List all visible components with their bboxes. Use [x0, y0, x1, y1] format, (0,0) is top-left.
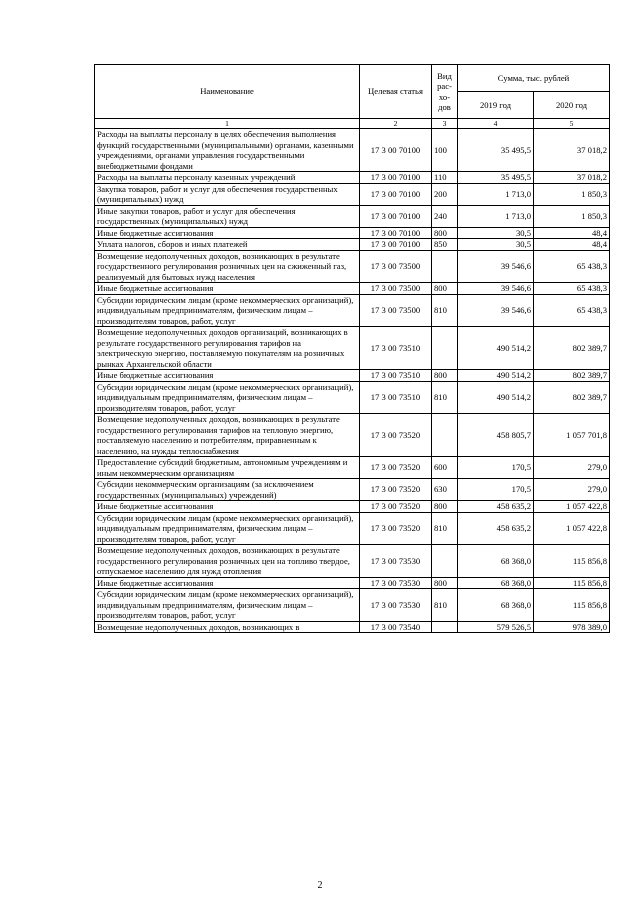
row-name-cell: Субсидии юридическим лицам (кроме некоммерческих организаций), индивидуальным предпринимателям, физическим лицам – производителям товаров, работ, услуг: [95, 589, 360, 622]
header-name: Наименование: [95, 65, 360, 119]
column-number: 3: [432, 119, 458, 129]
table-row: [95, 414, 610, 457]
row-kind-cell: 200: [432, 183, 458, 205]
row-sum-2019-cell: 458 635,2: [458, 501, 534, 513]
row-name-cell: Субсидии юридическим лицам (кроме некоммерческих организаций), индивидуальным предпринимателям, физическим лицам – производителям товаров, работ, услуг: [95, 512, 360, 545]
row-sum-2020-cell: 37 018,2: [534, 129, 610, 172]
table-row: [95, 250, 610, 283]
row-name-cell: Возмещение недополученных доходов, возникающих в результате государственного регулирования розничных цен на топливо твердое, отпускаемое населению для нужд отопления: [95, 545, 360, 578]
row-name-cell: Субсидии некоммерческим организациям (за исключением государственных (муниципальных) учреждений): [95, 479, 360, 501]
row-sum-2019-cell: 170,5: [458, 479, 534, 501]
row-sum-2019-cell: 68 368,0: [458, 577, 534, 589]
row-sum-2020-cell: 978 389,0: [534, 621, 610, 633]
row-kind-cell: 800: [432, 501, 458, 513]
row-name-cell: Иные закупки товаров, работ и услуг для обеспечения государственных (муниципальных) нужд: [95, 205, 360, 227]
row-name-cell: Возмещение недополученных доходов, возникающих в результате государственного регулирования тарифов на тепловую энергию, поставляемую населению и потребителям, приравненным к населению, на нужды теплоснабжения: [95, 414, 360, 457]
row-name-cell: Возмещение недополученных доходов, возникающих в результате государственного регулирования розничных цен на сжиженный газ, реализуемый для бытовых нужд населения: [95, 250, 360, 283]
row-name-cell: Предоставление субсидий бюджетным, автономным учреждениям и иным некоммерческим организациям: [95, 457, 360, 479]
row-sum-2020-cell: 1 057 701,8: [534, 414, 610, 457]
row-kind-cell: 810: [432, 512, 458, 545]
table-row: [95, 501, 610, 513]
row-sum-2020-cell: 48,4: [534, 227, 610, 239]
row-sum-2019-cell: 490 514,2: [458, 381, 534, 414]
row-sum-2020-cell: 1 850,3: [534, 183, 610, 205]
row-sum-2020-cell: 1 850,3: [534, 205, 610, 227]
row-name-cell: Иные бюджетные ассигнования: [95, 370, 360, 382]
row-sum-2019-cell: 39 546,6: [458, 294, 534, 327]
column-number: 2: [360, 119, 432, 129]
table-row: [95, 183, 610, 205]
row-sum-2020-cell: 1 057 422,8: [534, 501, 610, 513]
row-name-cell: Иные бюджетные ассигнования: [95, 283, 360, 295]
row-target-cell: 17 3 00 70100: [360, 205, 432, 227]
row-target-cell: 17 3 00 73530: [360, 577, 432, 589]
table-row: [95, 621, 610, 633]
row-target-cell: 17 3 00 73520: [360, 479, 432, 501]
table-row: [95, 227, 610, 239]
row-kind-cell: 810: [432, 294, 458, 327]
row-target-cell: 17 3 00 73500: [360, 294, 432, 327]
row-name-cell: Возмещение недополученных доходов, возникающих в: [95, 621, 360, 633]
row-sum-2020-cell: 802 389,7: [534, 381, 610, 414]
row-target-cell: 17 3 00 73510: [360, 381, 432, 414]
row-name-cell: Возмещение недополученных доходов организаций, возникающих в результате государственного регулирования тарифов на электрическую энергию, поставляемую покупателям на розничных рынках Архангельской области: [95, 327, 360, 370]
row-sum-2020-cell: 65 438,3: [534, 250, 610, 283]
row-name-cell: Иные бюджетные ассигнования: [95, 227, 360, 239]
row-sum-2019-cell: 490 514,2: [458, 370, 534, 382]
row-kind-cell: [432, 621, 458, 633]
row-target-cell: 17 3 00 73500: [360, 283, 432, 295]
row-target-cell: 17 3 00 73510: [360, 370, 432, 382]
row-target-cell: 17 3 00 70100: [360, 239, 432, 251]
row-sum-2020-cell: 802 389,7: [534, 327, 610, 370]
table-row: [95, 479, 610, 501]
header-target: Целевая статья: [360, 65, 432, 119]
page-number: 2: [317, 880, 323, 891]
row-sum-2020-cell: 279,0: [534, 457, 610, 479]
table-row: [95, 283, 610, 295]
row-kind-cell: 100: [432, 129, 458, 172]
row-name-cell: Закупка товаров, работ и услуг для обеспечения государственных (муниципальных) нужд: [95, 183, 360, 205]
row-sum-2019-cell: 30,5: [458, 227, 534, 239]
column-number: 4: [458, 119, 534, 129]
row-target-cell: 17 3 00 73510: [360, 327, 432, 370]
budget-table: [94, 64, 610, 633]
row-kind-cell: [432, 545, 458, 578]
row-kind-cell: 800: [432, 227, 458, 239]
header-row: [95, 65, 610, 92]
header-year-2020: 2020 год: [534, 92, 610, 119]
row-sum-2019-cell: 458 635,2: [458, 512, 534, 545]
table-row: [95, 577, 610, 589]
row-kind-cell: 630: [432, 479, 458, 501]
header-kind: Вид рас-хо-дов: [432, 65, 458, 119]
table-row: [95, 129, 610, 172]
row-name-cell: Иные бюджетные ассигнования: [95, 501, 360, 513]
row-target-cell: 17 3 00 73520: [360, 501, 432, 513]
row-sum-2019-cell: 1 713,0: [458, 183, 534, 205]
table-row: [95, 381, 610, 414]
row-sum-2019-cell: 458 805,7: [458, 414, 534, 457]
row-target-cell: 17 3 00 73520: [360, 512, 432, 545]
row-sum-2019-cell: 1 713,0: [458, 205, 534, 227]
row-name-cell: Субсидии юридическим лицам (кроме некоммерческих организаций), индивидуальным предпринимателям, физическим лицам – производителям товаров, работ, услуг: [95, 294, 360, 327]
row-sum-2020-cell: 65 438,3: [534, 294, 610, 327]
row-sum-2019-cell: 30,5: [458, 239, 534, 251]
row-sum-2020-cell: 115 856,8: [534, 545, 610, 578]
row-target-cell: 17 3 00 70100: [360, 172, 432, 184]
row-sum-2019-cell: 68 368,0: [458, 589, 534, 622]
row-target-cell: 17 3 00 70100: [360, 227, 432, 239]
row-sum-2019-cell: 39 546,6: [458, 250, 534, 283]
header-sum: Сумма, тыс. рублей: [458, 65, 610, 92]
column-number: 1: [95, 119, 360, 129]
row-target-cell: 17 3 00 73520: [360, 457, 432, 479]
row-target-cell: 17 3 00 73530: [360, 545, 432, 578]
row-target-cell: 17 3 00 73500: [360, 250, 432, 283]
row-sum-2020-cell: 115 856,8: [534, 577, 610, 589]
column-numbers-row: [95, 119, 610, 129]
table-row: [95, 239, 610, 251]
row-target-cell: 17 3 00 70100: [360, 183, 432, 205]
row-sum-2019-cell: 35 495,5: [458, 129, 534, 172]
row-sum-2020-cell: 115 856,8: [534, 589, 610, 622]
row-sum-2019-cell: 35 495,5: [458, 172, 534, 184]
row-kind-cell: [432, 250, 458, 283]
row-name-cell: Уплата налогов, сборов и иных платежей: [95, 239, 360, 251]
row-name-cell: Иные бюджетные ассигнования: [95, 577, 360, 589]
row-sum-2019-cell: 490 514,2: [458, 327, 534, 370]
row-sum-2019-cell: 39 546,6: [458, 283, 534, 295]
row-sum-2019-cell: 579 526,5: [458, 621, 534, 633]
table-row: [95, 172, 610, 184]
table-row: [95, 589, 610, 622]
table-row: [95, 294, 610, 327]
row-kind-cell: 810: [432, 381, 458, 414]
row-target-cell: 17 3 00 73540: [360, 621, 432, 633]
column-number: 5: [534, 119, 610, 129]
row-kind-cell: 850: [432, 239, 458, 251]
table-row: [95, 512, 610, 545]
row-name-cell: Расходы на выплаты персоналу казенных учреждений: [95, 172, 360, 184]
row-kind-cell: 800: [432, 283, 458, 295]
row-sum-2020-cell: 37 018,2: [534, 172, 610, 184]
row-kind-cell: 110: [432, 172, 458, 184]
row-sum-2020-cell: 279,0: [534, 479, 610, 501]
row-sum-2020-cell: 65 438,3: [534, 283, 610, 295]
row-kind-cell: [432, 414, 458, 457]
row-sum-2019-cell: 68 368,0: [458, 545, 534, 578]
row-kind-cell: 800: [432, 370, 458, 382]
row-sum-2020-cell: 802 389,7: [534, 370, 610, 382]
row-name-cell: Субсидии юридическим лицам (кроме некоммерческих организаций), индивидуальным предпринимателям, физическим лицам – производителям товаров, работ, услуг: [95, 381, 360, 414]
row-target-cell: 17 3 00 70100: [360, 129, 432, 172]
table-row: [95, 327, 610, 370]
row-kind-cell: [432, 327, 458, 370]
row-kind-cell: 240: [432, 205, 458, 227]
row-target-cell: 17 3 00 73520: [360, 414, 432, 457]
table-row: [95, 545, 610, 578]
table-row: [95, 457, 610, 479]
header-year-2019: 2019 год: [458, 92, 534, 119]
row-kind-cell: 600: [432, 457, 458, 479]
row-sum-2020-cell: 1 057 422,8: [534, 512, 610, 545]
row-name-cell: Расходы на выплаты персоналу в целях обеспечения выполнения функций государственными (муниципальными) органами, казенными учреждениями, органами управления государственными внебюджетными фондами: [95, 129, 360, 172]
table-body: [95, 65, 610, 633]
row-kind-cell: 810: [432, 589, 458, 622]
row-sum-2019-cell: 170,5: [458, 457, 534, 479]
row-sum-2020-cell: 48,4: [534, 239, 610, 251]
row-target-cell: 17 3 00 73530: [360, 589, 432, 622]
table-row: [95, 370, 610, 382]
table-row: [95, 205, 610, 227]
row-kind-cell: 800: [432, 577, 458, 589]
